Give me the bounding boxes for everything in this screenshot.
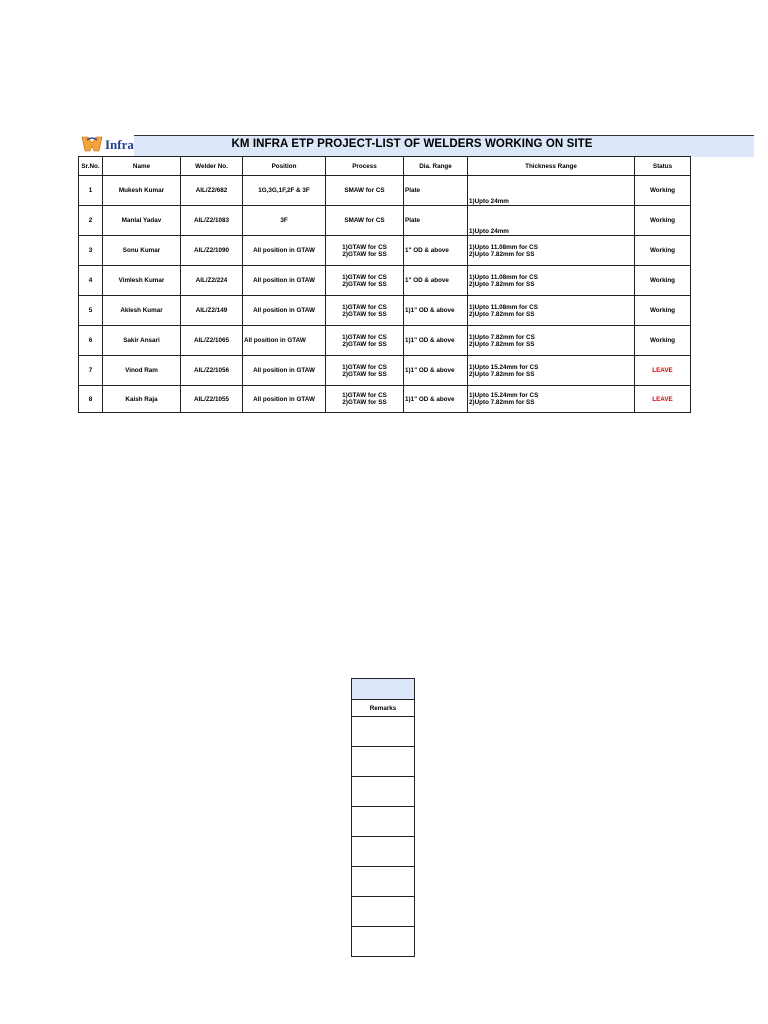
process-line: SMAW for CS bbox=[344, 217, 385, 224]
thickness-line: 1)Upto 24mm bbox=[469, 198, 509, 205]
thickness-line: 1)Upto 11.08mm for CS bbox=[469, 303, 538, 311]
position-cell: All position in GTAW bbox=[243, 386, 326, 413]
table-row bbox=[79, 356, 691, 386]
col-header-name: Name bbox=[103, 157, 181, 176]
remarks-cell bbox=[352, 867, 415, 897]
status-cell: LEAVE bbox=[635, 386, 691, 413]
welder-no-cell: AIL/Z2/1083 bbox=[181, 206, 243, 236]
process-cell bbox=[326, 386, 404, 413]
km-logo-icon bbox=[79, 133, 105, 155]
table-row bbox=[79, 176, 691, 206]
thickness-line: 2)Upto 7.82mm for SS bbox=[469, 250, 535, 258]
name-cell: Kaish Raja bbox=[103, 386, 181, 413]
dia-range-cell: 1" OD & above bbox=[404, 266, 468, 296]
process-line: SMAW for CS bbox=[344, 187, 385, 194]
thickness-cell bbox=[468, 296, 635, 326]
thickness-cell bbox=[468, 266, 635, 296]
col-header-status: Status bbox=[635, 157, 691, 176]
col-header-sr: Sr.No. bbox=[79, 157, 103, 176]
process-line: 1)GTAW for CS bbox=[342, 303, 387, 311]
km-infra-logo bbox=[79, 133, 139, 155]
thickness-line: 1)Upto 15.24mm for CS bbox=[469, 392, 539, 399]
table-row bbox=[79, 206, 691, 236]
welders-table bbox=[78, 156, 691, 413]
status-cell: Working bbox=[635, 296, 691, 326]
dia-range-cell: Plate bbox=[404, 206, 468, 236]
position-cell: All position in GTAW bbox=[243, 356, 326, 386]
name-cell: Vinod Ram bbox=[103, 356, 181, 386]
process-line: 1)GTAW for CS bbox=[342, 333, 387, 341]
remarks-table bbox=[351, 678, 415, 957]
status-cell: Working bbox=[635, 206, 691, 236]
process-cell bbox=[326, 356, 404, 386]
dia-range-cell: 1" OD & above bbox=[404, 236, 468, 266]
process-cell bbox=[326, 266, 404, 296]
thickness-line: 1)Upto 11.08mm for CS bbox=[469, 243, 538, 251]
status-cell: Working bbox=[635, 326, 691, 356]
process-cell bbox=[326, 176, 404, 206]
thickness-cell bbox=[468, 356, 635, 386]
welder-no-cell: AIL/Z2/149 bbox=[181, 296, 243, 326]
remarks-cell bbox=[352, 717, 415, 747]
process-line: 1)GTAW for CS bbox=[342, 273, 387, 281]
remarks-cell bbox=[352, 807, 415, 837]
process-cell bbox=[326, 296, 404, 326]
process-cell bbox=[326, 326, 404, 356]
name-cell: Sonu Kumar bbox=[103, 236, 181, 266]
dia-range-cell: 1)1" OD & above bbox=[404, 326, 468, 356]
process-line: 2)GTAW for SS bbox=[342, 340, 387, 348]
remarks-header-band bbox=[352, 679, 415, 700]
remarks-cell bbox=[352, 927, 415, 957]
process-line: 1)GTAW for CS bbox=[342, 363, 387, 371]
thickness-line: 1)Upto 24mm bbox=[469, 228, 509, 235]
sr-cell: 5 bbox=[79, 296, 103, 326]
table-row bbox=[79, 296, 691, 326]
process-line: 2)GTAW for SS bbox=[342, 280, 387, 288]
process-line: 1)GTAW for CS bbox=[342, 392, 387, 399]
sr-cell: 2 bbox=[79, 206, 103, 236]
sr-cell: 8 bbox=[79, 386, 103, 413]
thickness-line: 2)Upto 7.82mm for SS bbox=[469, 280, 535, 288]
table-row bbox=[79, 236, 691, 266]
thickness-line: 2)Upto 7.82mm for SS bbox=[469, 340, 535, 348]
welder-no-cell: AIL/Z2/1055 bbox=[181, 386, 243, 413]
position-cell: All position in GTAW bbox=[243, 296, 326, 326]
position-cell: 1G,3G,1F,2F & 3F bbox=[243, 176, 326, 206]
status-cell: Working bbox=[635, 236, 691, 266]
position-cell: All position in GTAW bbox=[243, 236, 326, 266]
welder-no-cell: AIL/Z2/1090 bbox=[181, 236, 243, 266]
col-header-thickness-range: Thickness Range bbox=[468, 157, 635, 176]
name-cell: Manlal Yadav bbox=[103, 206, 181, 236]
sr-cell: 7 bbox=[79, 356, 103, 386]
process-line: 2)GTAW for SS bbox=[342, 250, 387, 258]
thickness-line: 1)Upto 11.08mm for CS bbox=[469, 273, 538, 281]
status-cell: Working bbox=[635, 176, 691, 206]
remarks-cell bbox=[352, 897, 415, 927]
thickness-line: 2)Upto 7.82mm for SS bbox=[469, 399, 535, 406]
remarks-cell bbox=[352, 777, 415, 807]
thickness-cell bbox=[468, 206, 635, 236]
status-cell: Working bbox=[635, 266, 691, 296]
table-row bbox=[79, 326, 691, 356]
table-row bbox=[79, 266, 691, 296]
col-header-position: Position bbox=[243, 157, 326, 176]
table-header-row bbox=[79, 157, 691, 176]
process-cell bbox=[326, 206, 404, 236]
process-line: 2)GTAW for SS bbox=[342, 370, 387, 378]
page-title: KM INFRA ETP PROJECT-LIST OF WELDERS WORKING ON SITE bbox=[231, 138, 593, 150]
sr-cell: 3 bbox=[79, 236, 103, 266]
process-line: 2)GTAW for SS bbox=[342, 310, 387, 318]
sr-cell: 4 bbox=[79, 266, 103, 296]
table-row bbox=[79, 386, 691, 413]
name-cell: Mukesh Kumar bbox=[103, 176, 181, 206]
position-cell: 3F bbox=[243, 206, 326, 236]
dia-range-cell: 1)1" OD & above bbox=[404, 356, 468, 386]
thickness-cell bbox=[468, 386, 635, 413]
thickness-line: 1)Upto 15.24mm for CS bbox=[469, 363, 539, 371]
thickness-cell bbox=[468, 326, 635, 356]
col-header-process: Process bbox=[326, 157, 404, 176]
status-cell: LEAVE bbox=[635, 356, 691, 386]
dia-range-cell: 1)1" OD & above bbox=[404, 386, 468, 413]
thickness-line: 2)Upto 7.82mm for SS bbox=[469, 370, 535, 378]
remarks-label: Remarks bbox=[352, 700, 415, 717]
sr-cell: 6 bbox=[79, 326, 103, 356]
name-cell: Vimlesh Kumar bbox=[103, 266, 181, 296]
col-header-dia-range: Dia. Range bbox=[404, 157, 468, 176]
remarks-cell bbox=[352, 747, 415, 777]
position-cell: All position in GTAW bbox=[243, 266, 326, 296]
process-cell bbox=[326, 236, 404, 266]
remarks-cell bbox=[352, 837, 415, 867]
thickness-cell bbox=[468, 176, 635, 206]
welder-no-cell: AIL/Z2/1056 bbox=[181, 356, 243, 386]
position-cell: All position in GTAW bbox=[243, 326, 326, 356]
thickness-line: 1)Upto 7.82mm for CS bbox=[469, 333, 535, 341]
logo-text: Infra bbox=[105, 137, 134, 152]
dia-range-cell: Plate bbox=[404, 176, 468, 206]
process-line: 2)GTAW for SS bbox=[342, 399, 387, 406]
thickness-cell bbox=[468, 236, 635, 266]
name-cell: Aklesh Kumar bbox=[103, 296, 181, 326]
sr-cell: 1 bbox=[79, 176, 103, 206]
dia-range-cell: 1)1" OD & above bbox=[404, 296, 468, 326]
name-cell: Sakir Ansari bbox=[103, 326, 181, 356]
welder-no-cell: AIL/Z2/1065 bbox=[181, 326, 243, 356]
welder-no-cell: AIL/Z2/224 bbox=[181, 266, 243, 296]
welder-no-cell: AIL/Z2/682 bbox=[181, 176, 243, 206]
col-header-welder-no: Welder No. bbox=[181, 157, 243, 176]
thickness-line: 2)Upto 7.82mm for SS bbox=[469, 310, 535, 318]
process-line: 1)GTAW for CS bbox=[342, 243, 387, 251]
